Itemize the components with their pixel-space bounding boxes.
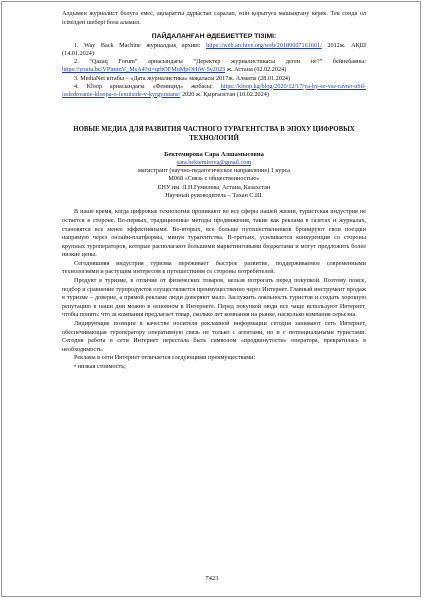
- reference-item: [62, 83, 366, 99]
- article-title: НОВЫЕ МЕДИА ДЛЯ РАЗВИТИЯ ЧАСТНОГО ТУРАГЕНТСТВА В ЭПОХУ ЦИФРОВЫХ ТЕХНОЛОГИЙ: [73, 125, 355, 142]
- reference-text: 1. Way Back Machine журналдық архиві:: [74, 42, 207, 50]
- reference-link[interactable]: https://web.archive.org/web/20180607161601/: [206, 42, 322, 50]
- reference-text: 2020 ж. Қырғызстан (10.02.2024): [180, 90, 269, 98]
- reference-text: 4. Kloop арнасындағы «Фемицид» жобасы:: [74, 82, 221, 90]
- body-paragraph: Реклама в сети Интернет отличается следующими преимуществами:: [74, 354, 256, 362]
- body-paragraph: Продукт в туризме, в отличие от физических товаров, нельзя потрогать перед покупкой. Поэтому поиск, подбор и сравнение турпродуктов осуществляется преимущественно через Интернет. Главный инструмент продаж в туризме – доверие, а прямой рекламе люди доверяют мало. Заслужить лояльность туристов и создать хорошую репутацию в наши дни можно в основном в Интернете. Перед покупкой люди все чаще используют Интернет, чтобы понять: что за компания предлагает товар, сколько лет компания на рынке, насколько компания серьезна.: [62, 277, 366, 319]
- reference-text: ж. Астана (02.02.2024): [225, 66, 287, 74]
- references-list: [62, 42, 366, 99]
- author-email-line: [62, 159, 366, 167]
- intro-paragraph: Алдымен журналист болуға емес, ақпаратты дұрыстап саралап, өзін қорытуға машықтану керек. Тек сонда ол ісімізден шебері бола аламыз.: [62, 10, 366, 26]
- reference-item: [62, 75, 366, 83]
- reference-text: 2. “Qazaq Forum” арнасындағы “Деректер журналистикасы деген не?” бейнебаяны:: [74, 58, 366, 66]
- reference-item: [62, 58, 366, 74]
- reference-link[interactable]: https://youtu.be/VPimmV_MsA4?si=qrbOFMuMpOHiW-5y2023: [62, 66, 226, 74]
- body-paragraph: Лидирующие позиции в качестве носителя рекламной информации сегодня занимают сеть Интернет, обеспечивающая туроператору оперативную связь не только с агентами, но и с потенциальными туристами. Сегодня работа в сети Интернет перестала быть символом «продвинутости» оператора, превратилась в необходимость.: [62, 320, 366, 353]
- page-number: 7423: [205, 575, 219, 582]
- author-email[interactable]: sara.bektemirova@gmail.com: [176, 158, 252, 166]
- supervisor-line: Научный руководитель – Тахан С.Ш.: [165, 192, 263, 200]
- reference-text: 3. MediaNet кітабы – «Дата журналистика» мақаласы 2017ж. Алматы (28.01.2024): [74, 74, 291, 82]
- body-paragraph: Сегодняшняя индустрия туризма переживает быстрое развитие, поддерживаемое современными технологиями и растущим интересом к путешествиям со стороны потребителей.: [62, 259, 366, 276]
- affiliation-line: магистрант (научно-педагогическое направление) 1 курса: [137, 167, 291, 175]
- page-content: [62, 10, 366, 372]
- bullet-text: низкая стоимость;: [77, 363, 126, 371]
- reference-link[interactable]: https://kloop.kg/blog/2020/12/17/ya-by-ee-vse-ravno-ubil-issledovanie-kloopa-o-femitside-v-kyrgyzstane/: [62, 82, 366, 98]
- references-heading: ПАЙДАЛАНҒАН ӘДЕБИЕТТЕР ТІЗІМІ:: [151, 33, 277, 41]
- reference-text: 2012ж. АҚШ (14.01.2024): [62, 42, 366, 58]
- reference-item: [62, 42, 366, 58]
- affiliation-line: ЕНУ им. Л.Н.Гумилева, Астана, Казахстан: [157, 183, 271, 191]
- affiliation-line: М068 «Связь с общественностью»: [168, 175, 260, 183]
- bullet-item: • низкая стоимость;: [74, 363, 126, 371]
- article-body: [62, 208, 366, 371]
- body-paragraph: В наше время, когда цифровые технологии проникают во все сферы нашей жизни, туристская индустрия не остается в стороне. Во-первых, традиционные методы продвижения, такие как реклама в газетах и журналах, становятся все менее эффективными. Во-вторых, все больше путешественников бронируют свои поездки напрямую через онлайн-платформы, минуя турагентства. В-третьих, усиливается конкуренция со стороны крупных туроператоров, которые располагают большими маркетинговыми бюджетами и могут предложить более низкие цены.: [62, 208, 366, 259]
- author-name: Бектемирова Сара Алшамысовна: [164, 150, 264, 158]
